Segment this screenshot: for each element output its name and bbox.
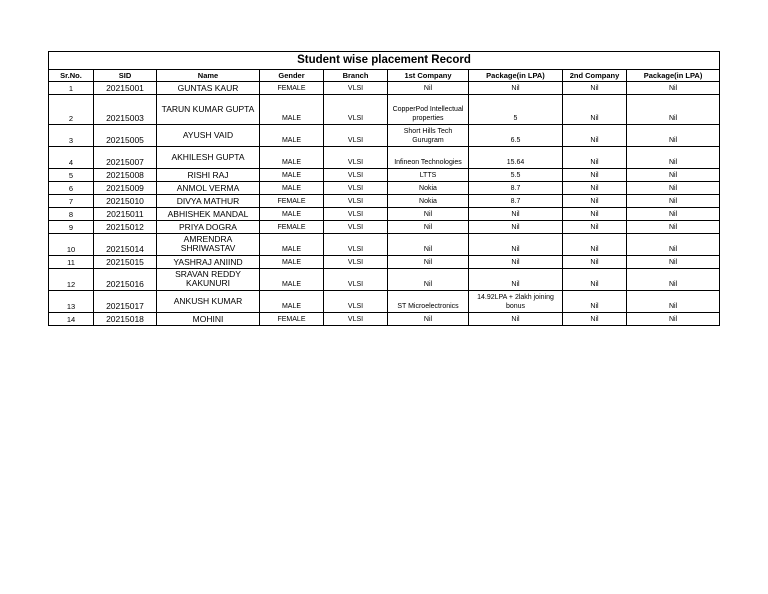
package-1-cell: 5.5	[469, 169, 563, 182]
branch-cell: VLSI	[324, 125, 388, 147]
table-title: Student wise placement Record	[49, 52, 720, 70]
table-row	[49, 313, 720, 326]
company-2-cell: Nil	[563, 95, 627, 125]
package-1-cell: 6.5	[469, 125, 563, 147]
gender-cell: FEMALE	[260, 313, 324, 326]
gender-cell: MALE	[260, 291, 324, 313]
table-row	[49, 169, 720, 182]
sid-cell: 20215012	[94, 221, 157, 234]
sid-cell: 20215016	[94, 269, 157, 291]
sr-no-cell: 4	[49, 147, 94, 169]
package-2-cell: Nil	[627, 256, 720, 269]
gender-cell: MALE	[260, 95, 324, 125]
package-2-cell: Nil	[627, 125, 720, 147]
name-cell: RISHI RAJ	[157, 169, 260, 182]
name-cell: AYUSH VAID	[157, 125, 260, 147]
package-1-cell: 8.7	[469, 182, 563, 195]
sid-cell: 20215010	[94, 195, 157, 208]
name-cell: ANKUSH KUMAR	[157, 291, 260, 313]
name-cell: DIVYA MATHUR	[157, 195, 260, 208]
package-2-cell: Nil	[627, 95, 720, 125]
package-2-cell: Nil	[627, 169, 720, 182]
table-row	[49, 256, 720, 269]
gender-cell: MALE	[260, 169, 324, 182]
company-2-cell: Nil	[563, 256, 627, 269]
placement-record-table	[48, 51, 720, 326]
company-1-cell: Nil	[388, 234, 469, 256]
package-2-cell: Nil	[627, 269, 720, 291]
company-1-cell: LTTS	[388, 169, 469, 182]
col-header-gender: Gender	[260, 70, 324, 82]
sr-no-cell: 12	[49, 269, 94, 291]
branch-cell: VLSI	[324, 291, 388, 313]
branch-cell: VLSI	[324, 221, 388, 234]
sr-no-cell: 2	[49, 95, 94, 125]
package-2-cell: Nil	[627, 291, 720, 313]
sid-cell: 20215009	[94, 182, 157, 195]
col-header-sr-no: Sr.No.	[49, 70, 94, 82]
company-2-cell: Nil	[563, 125, 627, 147]
table-row	[49, 291, 720, 313]
sid-cell: 20215003	[94, 95, 157, 125]
header-row	[49, 70, 720, 82]
company-1-cell: ST Microelectronics	[388, 291, 469, 313]
package-2-cell: Nil	[627, 313, 720, 326]
branch-cell: VLSI	[324, 313, 388, 326]
gender-cell: MALE	[260, 208, 324, 221]
company-2-cell: Nil	[563, 269, 627, 291]
sr-no-cell: 13	[49, 291, 94, 313]
sid-cell: 20215007	[94, 147, 157, 169]
package-2-cell: Nil	[627, 208, 720, 221]
package-1-cell: 8.7	[469, 195, 563, 208]
branch-cell: VLSI	[324, 82, 388, 95]
gender-cell: FEMALE	[260, 221, 324, 234]
sr-no-cell: 11	[49, 256, 94, 269]
col-header-sid: SID	[94, 70, 157, 82]
col-header-name: Name	[157, 70, 260, 82]
table-row	[49, 125, 720, 147]
name-cell: GUNTAS KAUR	[157, 82, 260, 95]
name-cell: YASHRAJ ANIIND	[157, 256, 260, 269]
branch-cell: VLSI	[324, 169, 388, 182]
name-cell: ABHISHEK MANDAL	[157, 208, 260, 221]
branch-cell: VLSI	[324, 208, 388, 221]
company-1-cell: CopperPod Intellectual properties	[388, 95, 469, 125]
package-2-cell: Nil	[627, 182, 720, 195]
gender-cell: FEMALE	[260, 82, 324, 95]
gender-cell: MALE	[260, 125, 324, 147]
gender-cell: MALE	[260, 147, 324, 169]
company-1-cell: Infineon Technologies	[388, 147, 469, 169]
col-header-1st-company: 1st Company	[388, 70, 469, 82]
sr-no-cell: 14	[49, 313, 94, 326]
company-2-cell: Nil	[563, 195, 627, 208]
package-2-cell: Nil	[627, 234, 720, 256]
name-cell: ANMOL VERMA	[157, 182, 260, 195]
col-header-package-2: Package(in LPA)	[627, 70, 720, 82]
company-1-cell: Nil	[388, 208, 469, 221]
package-2-cell: Nil	[627, 82, 720, 95]
sid-cell: 20215017	[94, 291, 157, 313]
col-header-package-1: Package(in LPA)	[469, 70, 563, 82]
sr-no-cell: 9	[49, 221, 94, 234]
name-cell: TARUN KUMAR GUPTA	[157, 95, 260, 125]
sid-cell: 20215001	[94, 82, 157, 95]
company-2-cell: Nil	[563, 313, 627, 326]
company-1-cell: Nil	[388, 82, 469, 95]
company-2-cell: Nil	[563, 234, 627, 256]
company-1-cell: Nokia	[388, 182, 469, 195]
table-row	[49, 269, 720, 291]
col-header-2nd-company: 2nd Company	[563, 70, 627, 82]
gender-cell: MALE	[260, 269, 324, 291]
company-1-cell: Nil	[388, 269, 469, 291]
table-row	[49, 195, 720, 208]
sid-cell: 20215005	[94, 125, 157, 147]
package-2-cell: Nil	[627, 221, 720, 234]
package-1-cell: Nil	[469, 221, 563, 234]
table-row	[49, 82, 720, 95]
name-cell: AMRENDRA SHRIWASTAV	[157, 234, 260, 256]
sr-no-cell: 10	[49, 234, 94, 256]
company-2-cell: Nil	[563, 182, 627, 195]
table-row	[49, 221, 720, 234]
sid-cell: 20215018	[94, 313, 157, 326]
table-row	[49, 95, 720, 125]
branch-cell: VLSI	[324, 256, 388, 269]
company-2-cell: Nil	[563, 291, 627, 313]
sid-cell: 20215014	[94, 234, 157, 256]
package-1-cell: Nil	[469, 208, 563, 221]
sr-no-cell: 1	[49, 82, 94, 95]
table-row	[49, 208, 720, 221]
name-cell: MOHINI	[157, 313, 260, 326]
company-2-cell: Nil	[563, 82, 627, 95]
name-cell: AKHILESH GUPTA	[157, 147, 260, 169]
table-row	[49, 234, 720, 256]
branch-cell: VLSI	[324, 234, 388, 256]
company-1-cell: Nil	[388, 256, 469, 269]
company-2-cell: Nil	[563, 147, 627, 169]
branch-cell: VLSI	[324, 195, 388, 208]
sid-cell: 20215008	[94, 169, 157, 182]
company-2-cell: Nil	[563, 208, 627, 221]
name-cell: PRIYA DOGRA	[157, 221, 260, 234]
table-row	[49, 147, 720, 169]
package-2-cell: Nil	[627, 147, 720, 169]
sid-cell: 20215015	[94, 256, 157, 269]
sr-no-cell: 6	[49, 182, 94, 195]
sr-no-cell: 5	[49, 169, 94, 182]
package-1-cell: 14.92LPA + 2lakh joining bonus	[469, 291, 563, 313]
table-row	[49, 182, 720, 195]
branch-cell: VLSI	[324, 182, 388, 195]
sr-no-cell: 8	[49, 208, 94, 221]
package-2-cell: Nil	[627, 195, 720, 208]
company-2-cell: Nil	[563, 221, 627, 234]
package-1-cell: Nil	[469, 82, 563, 95]
branch-cell: VLSI	[324, 147, 388, 169]
name-cell: SRAVAN REDDY KAKUNURI	[157, 269, 260, 291]
branch-cell: VLSI	[324, 95, 388, 125]
gender-cell: MALE	[260, 182, 324, 195]
package-1-cell: Nil	[469, 313, 563, 326]
sr-no-cell: 3	[49, 125, 94, 147]
company-1-cell: Nokia	[388, 195, 469, 208]
company-2-cell: Nil	[563, 169, 627, 182]
gender-cell: MALE	[260, 256, 324, 269]
package-1-cell: Nil	[469, 269, 563, 291]
package-1-cell: Nil	[469, 234, 563, 256]
company-1-cell: Nil	[388, 221, 469, 234]
gender-cell: FEMALE	[260, 195, 324, 208]
company-1-cell: Nil	[388, 313, 469, 326]
sr-no-cell: 7	[49, 195, 94, 208]
package-1-cell: Nil	[469, 256, 563, 269]
package-1-cell: 5	[469, 95, 563, 125]
branch-cell: VLSI	[324, 269, 388, 291]
col-header-branch: Branch	[324, 70, 388, 82]
sid-cell: 20215011	[94, 208, 157, 221]
package-1-cell: 15.64	[469, 147, 563, 169]
gender-cell: MALE	[260, 234, 324, 256]
company-1-cell: Short Hills Tech Gurugram	[388, 125, 469, 147]
